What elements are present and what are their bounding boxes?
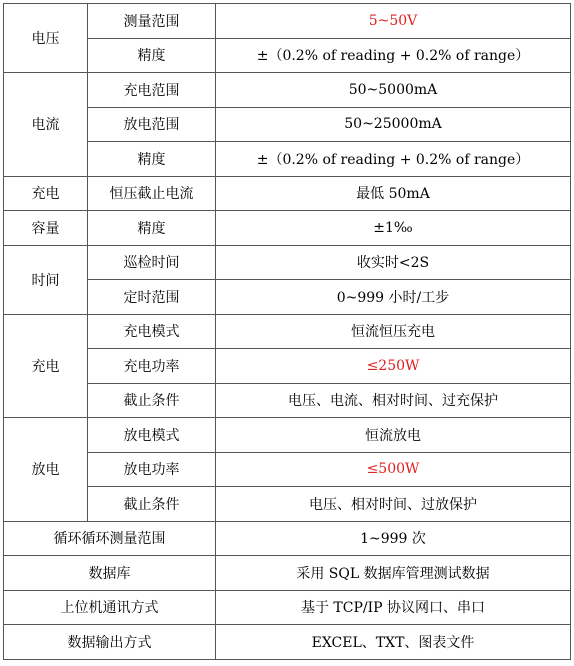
row-value: 基于 TCP/IP 协议网口、串口 — [216, 590, 571, 625]
row-label: 精度 — [88, 142, 216, 177]
table-row — [4, 590, 571, 625]
row-label: 上位机通讯方式 — [4, 590, 216, 625]
table-row — [4, 4, 571, 39]
table-row — [4, 142, 571, 177]
table-row — [4, 211, 571, 246]
table-row — [4, 418, 571, 453]
row-value: 50~25000mA — [216, 107, 571, 142]
row-value: 50~5000mA — [216, 73, 571, 108]
row-value: 1~999 次 — [216, 521, 571, 556]
table-row — [4, 107, 571, 142]
group-time: 时间 — [4, 245, 88, 314]
row-label: 放电模式 — [88, 418, 216, 453]
row-label: 恒压截止电流 — [88, 176, 216, 211]
row-label: 放电范围 — [88, 107, 216, 142]
table-row — [4, 625, 571, 660]
row-value: ±（0.2% of reading + 0.2% of range） — [216, 38, 571, 73]
group-voltage: 电压 — [4, 4, 88, 73]
group-discharging: 放电 — [4, 418, 88, 522]
group-capacity: 容量 — [4, 211, 88, 246]
table-row — [4, 176, 571, 211]
row-label: 放电功率 — [88, 452, 216, 487]
row-label: 测量范围 — [88, 4, 216, 39]
row-value: 采用 SQL 数据库管理测试数据 — [216, 556, 571, 591]
row-value: ±1‰ — [216, 211, 571, 246]
table-row — [4, 556, 571, 591]
table-row — [4, 73, 571, 108]
row-label: 充电功率 — [88, 349, 216, 384]
row-label: 截止条件 — [88, 487, 216, 522]
row-value: 电压、相对时间、过放保护 — [216, 487, 571, 522]
spec-table — [3, 3, 571, 660]
row-label: 充电范围 — [88, 73, 216, 108]
group-charge: 充电 — [4, 176, 88, 211]
row-value: ±（0.2% of reading + 0.2% of range） — [216, 142, 571, 177]
row-value: 最低 50mA — [216, 176, 571, 211]
row-value: 5~50V — [216, 4, 571, 39]
row-value: 电压、电流、相对时间、过充保护 — [216, 383, 571, 418]
row-label: 定时范围 — [88, 280, 216, 315]
row-label: 截止条件 — [88, 383, 216, 418]
row-value: 恒流恒压充电 — [216, 314, 571, 349]
row-value: 0~999 小时/工步 — [216, 280, 571, 315]
table-row — [4, 245, 571, 280]
row-value: ≤250W — [216, 349, 571, 384]
row-value: 收实时<2S — [216, 245, 571, 280]
row-value: EXCEL、TXT、图表文件 — [216, 625, 571, 660]
table-row — [4, 38, 571, 73]
row-label: 巡检时间 — [88, 245, 216, 280]
row-label: 数据输出方式 — [4, 625, 216, 660]
row-label: 数据库 — [4, 556, 216, 591]
table-row — [4, 452, 571, 487]
table-row — [4, 349, 571, 384]
row-value: 恒流放电 — [216, 418, 571, 453]
table-row — [4, 487, 571, 522]
table-row — [4, 280, 571, 315]
row-value: ≤500W — [216, 452, 571, 487]
group-charging: 充电 — [4, 314, 88, 418]
row-label: 精度 — [88, 211, 216, 246]
row-label: 循环循环测量范围 — [4, 521, 216, 556]
row-label: 充电模式 — [88, 314, 216, 349]
group-current: 电流 — [4, 73, 88, 177]
table-row — [4, 314, 571, 349]
table-row — [4, 521, 571, 556]
row-label: 精度 — [88, 38, 216, 73]
table-row — [4, 383, 571, 418]
